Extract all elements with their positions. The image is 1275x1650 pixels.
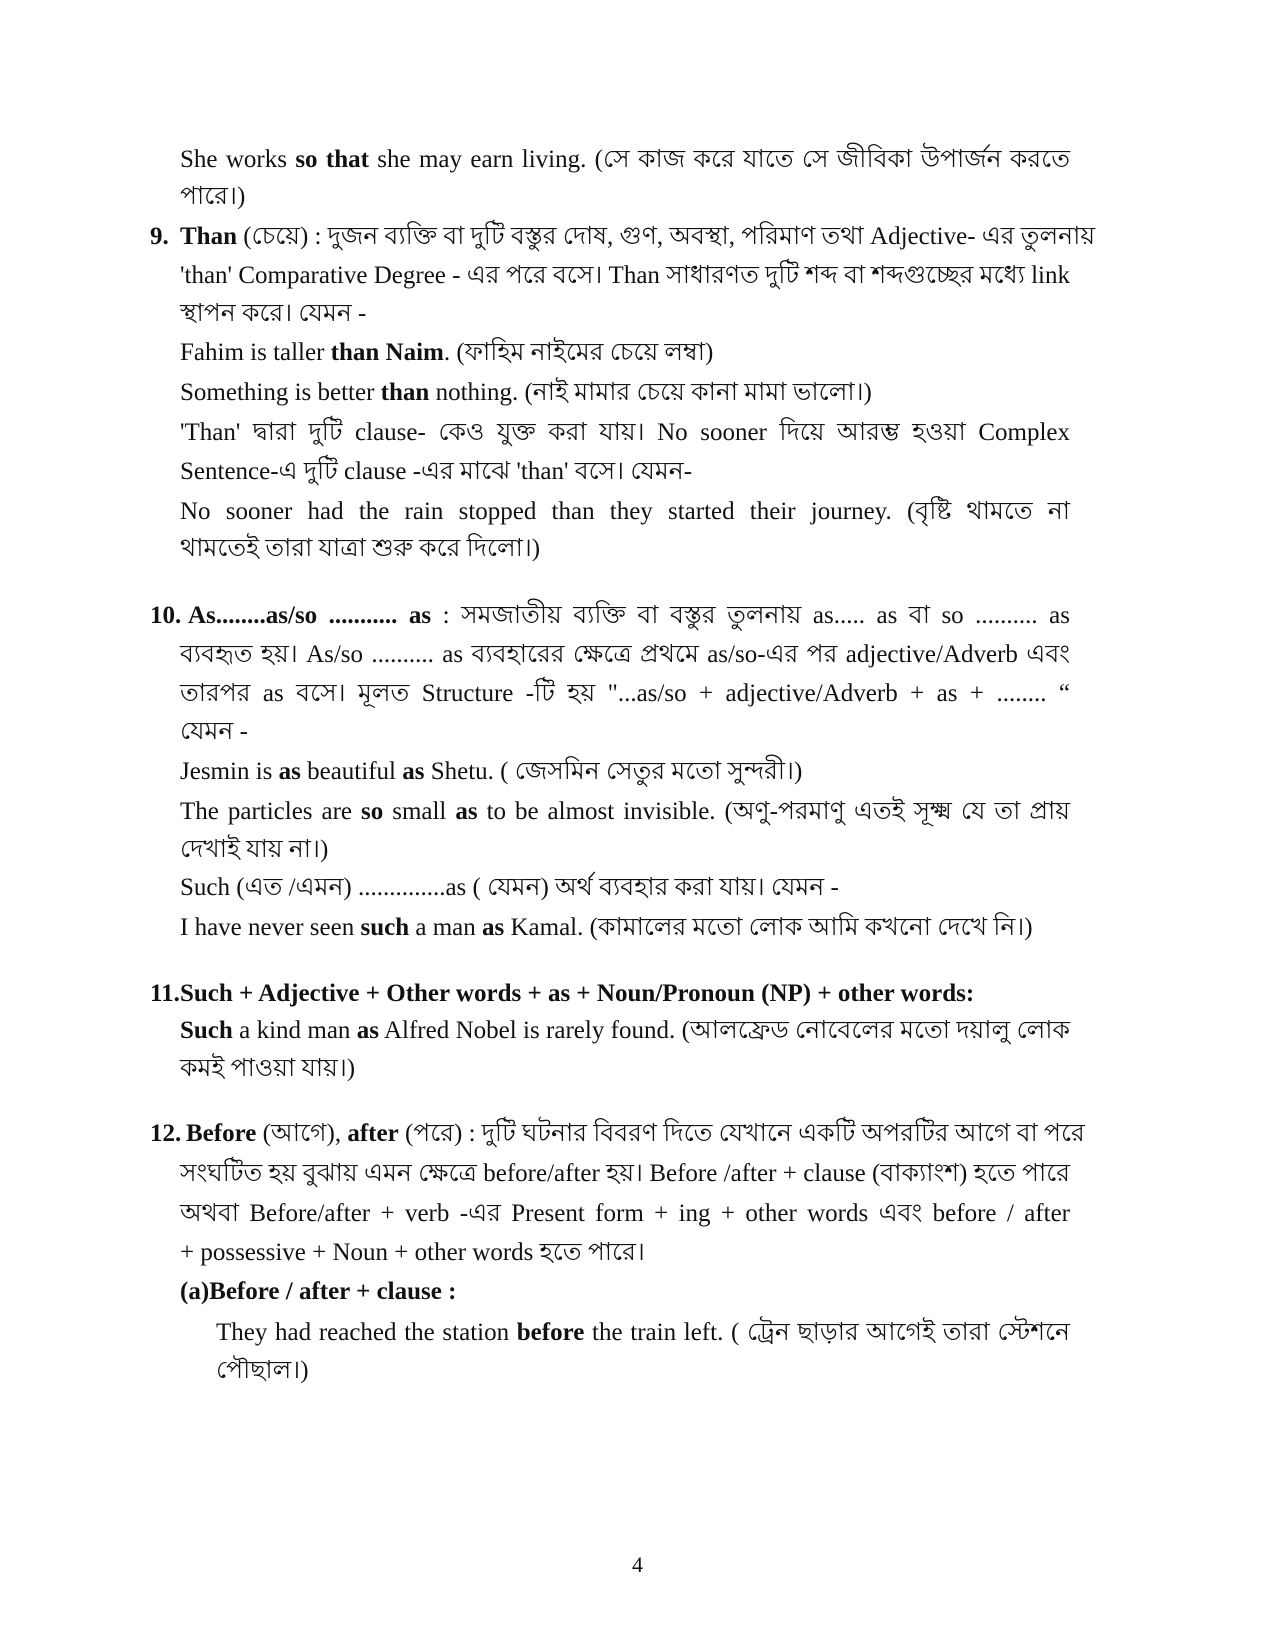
section-number: 11. (150, 980, 180, 1007)
example-line: Fahim is taller than Naim. (ফাহিম নাইমের চেয়ে লম্বা) (180, 339, 714, 366)
text-line: 'than' Comparative Degree - এর পরে বসে। Than সাধারণত দুটি শব্দ বা শব্দগুচ্ছের মধ্যে link (180, 262, 1070, 289)
text-line: + possessive + Noun + other words হতে পারে। (180, 1239, 645, 1266)
text-line: যেমন - (180, 718, 248, 745)
example-line: Something is better than nothing. (নাই মামার চেয়ে কানা মামা ভালো।) (180, 379, 872, 406)
page-number: 4 (632, 1552, 643, 1577)
section-number: 12. (150, 1120, 182, 1147)
example-line: I have never seen such a man as Kamal. (কামালের মতো লোক আমি কখনো দেখে নি।) (180, 914, 1033, 941)
example-line: দেখাই যায় না।) (180, 836, 329, 863)
example-line: No sooner had the rain stopped than they started their journey. (বৃষ্টি থামতে না (180, 498, 1070, 525)
subsection-heading: (a)Before / after + clause : (180, 1278, 457, 1305)
section-heading-line: Before (আগে), after (পরে) : দুটি ঘটনার বিবরণ দিতে যেখানে একটি অপরটির আগে বা পরে (186, 1120, 1085, 1147)
text-line: অথবা Before/after + verb -এর Present form + ing + other words এবং before / after (180, 1200, 1070, 1227)
text-line: পারে।) (180, 183, 246, 210)
example-line: They had reached the station before the train left. ( ট্রেন ছাড়ার আগেই তারা স্টেশনে (216, 1319, 1070, 1346)
example-line: The particles are so small as to be almost invisible. (অণু-পরমাণু এতই সূক্ষ্ম যে তা প্রায় (180, 798, 1070, 825)
section-heading-line: Such + Adjective + Other words + as + Noun/Pronoun (NP) + other words: (180, 980, 975, 1007)
text-line: Such (এত /এমন) ..............as ( যেমন) অর্থ ব্যবহার করা যায়। যেমন - (180, 874, 839, 901)
text-line: She works so that she may earn living. (সে কাজ করে যাতে সে জীবিকা উপার্জন করতে (180, 146, 1070, 173)
text-line: সংঘটিত হয় বুঝায় এমন ক্ষেত্রে before/after হয়। Before /after + clause (বাক্যাংশ) হতে পারে (180, 1160, 1070, 1187)
text-line: ব্যবহৃত হয়। As/so .......... as ব্যবহারের ক্ষেত্রে প্রথমে as/so-এর পর adjective/Adverb এবং (180, 641, 1070, 668)
text-line: 'Than' দ্বারা দুটি clause- কেও যুক্ত করা যায়। No sooner দিয়ে আরম্ভ হওয়া Complex (180, 419, 1070, 446)
text-line: তারপর as বসে। মূলত Structure -টি হয় "...as/so + adjective/Adverb + as + ........ “ (180, 680, 1070, 707)
section-number: 10. (150, 602, 182, 629)
section-heading-line: Than (চেয়ে) : দুজন ব্যক্তি বা দুটি বস্তুর দোষ, গুণ, অবস্থা, পরিমাণ তথা Adjective- এর তুলনায় (180, 223, 1096, 250)
example-line: কমই পাওয়া যায়।) (180, 1055, 356, 1082)
example-line: Such a kind man as Alfred Nobel is rarely found. (আলফ্রেড নোবেলের মতো দয়ালু লোক (180, 1017, 1070, 1044)
section-number: 9. (150, 223, 169, 250)
example-line: থামতেই তারা যাত্রা শুরু করে দিলো।) (180, 535, 541, 562)
text-line: স্থাপন করে। যেমন - (180, 300, 367, 327)
text-line: Sentence-এ দুটি clause -এর মাঝে 'than' বসে। যেমন- (180, 458, 693, 485)
section-heading-line: As........as/so ........... as : সমজাতীয় ব্যক্তি বা বস্তুর তুলনায় as..... as বা so .......... as (188, 602, 1070, 629)
example-line: Jesmin is as beautiful as Shetu. ( জেসমিন সেতুর মতো সুন্দরী।) (180, 758, 803, 785)
example-line: পৌছাল।) (216, 1357, 309, 1384)
